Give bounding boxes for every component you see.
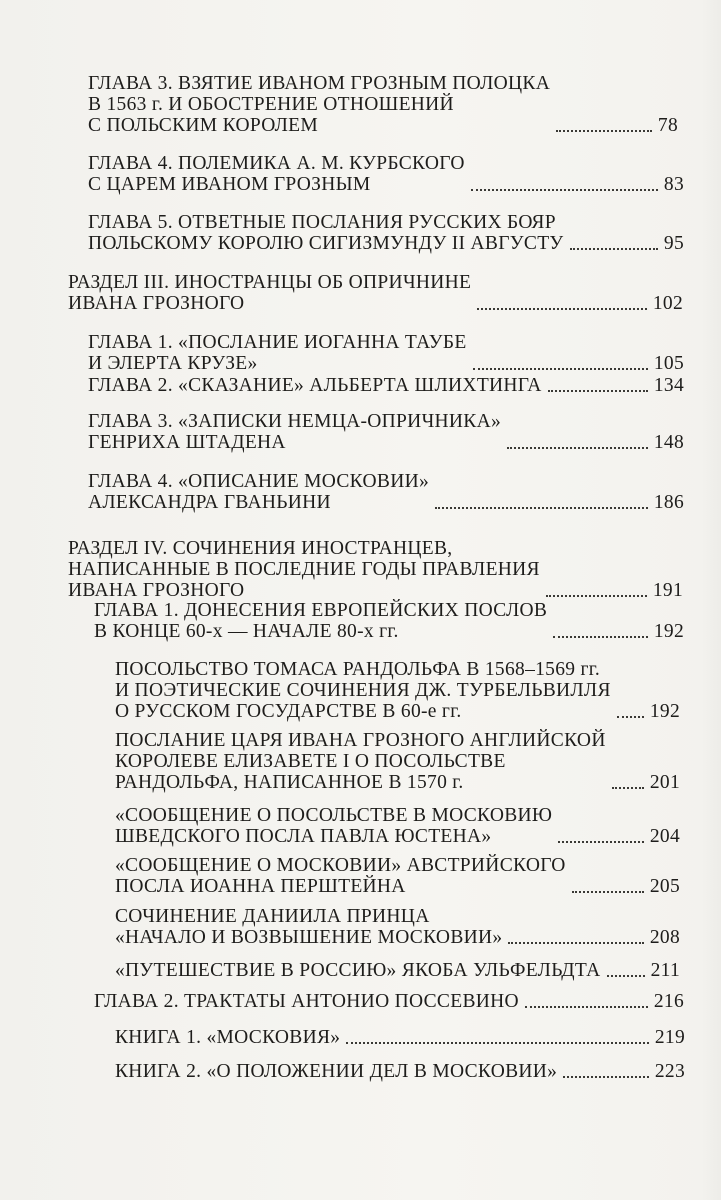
leader-dots <box>508 942 643 944</box>
toc-title-line: ГЛАВА 1. «ПОСЛАНИЕ ИОГАННА ТАУБЕ <box>88 332 467 353</box>
toc-title-line: ШВЕДСКОГО ПОСЛА ПАВЛА ЮСТЕНА» <box>115 826 492 847</box>
toc-page-number: 191 <box>652 580 683 601</box>
leader-dots <box>507 447 648 449</box>
toc-title-line: ИВАНА ГРОЗНОГО <box>68 580 245 601</box>
toc-entry-prinz-work <box>115 906 680 948</box>
toc-title-line: В 1563 г. И ОБОСТРЕНИЕ ОТНОШЕНИЙ <box>88 94 454 115</box>
toc-title-line: «СООБЩЕНИЕ О ПОСОЛЬСТВЕ В МОСКОВИЮ <box>115 805 553 826</box>
leader-dots <box>570 248 658 250</box>
toc-page-number: 211 <box>650 960 680 981</box>
toc-page-number: 192 <box>649 701 680 722</box>
toc-title-line: С ЦАРЕМ ИВАНОМ ГРОЗНЫМ <box>88 174 371 195</box>
toc-title-line: С ПОЛЬСКИМ КОРОЛЕМ <box>88 115 318 136</box>
leader-dots <box>435 507 648 509</box>
page-edge-shadow <box>700 0 721 1200</box>
toc-entry-tsar-letter-elizabeth <box>115 730 680 793</box>
leader-dots <box>346 1042 649 1044</box>
toc-entry-section-4 <box>68 538 683 601</box>
toc-entry-title <box>115 805 552 847</box>
toc-page-number: 219 <box>654 1027 685 1048</box>
toc-title-line: КНИГА 2. «О ПОЛОЖЕНИИ ДЕЛ В МОСКОВИИ» <box>115 1061 558 1082</box>
toc-title-line: ГЛАВА 4. ПОЛЕМИКА А. М. КУРБСКОГО <box>88 153 465 174</box>
toc-entry-ulfeldt-journey <box>115 960 680 981</box>
toc-title-line: РАЗДЕЛ III. ИНОСТРАНЦЫ ОБ ОПРИЧНИНЕ <box>68 272 472 293</box>
toc-title-line: НАПИСАННЫЕ В ПОСЛЕДНИЕ ГОДЫ ПРАВЛЕНИЯ <box>68 559 540 580</box>
toc-entry-title <box>88 375 542 396</box>
toc-title-line: ПОСЛАНИЕ ЦАРЯ ИВАНА ГРОЗНОГО АНГЛИЙСКОЙ <box>115 730 606 751</box>
toc-entry-chapter-5-boyars <box>88 212 684 254</box>
toc-entry-title <box>88 73 550 136</box>
toc-title-line: ГЕНРИХА ШТАДЕНА <box>88 432 286 453</box>
leader-dots <box>546 595 647 597</box>
toc-entry-title <box>88 212 564 254</box>
toc-entry-title <box>115 1061 557 1082</box>
toc-entry-title <box>115 855 566 897</box>
toc-entry-section-3 <box>68 272 683 314</box>
toc-page-number: 102 <box>652 293 683 314</box>
toc-entry-chapter-3-staden <box>88 411 684 453</box>
toc-entry-title <box>88 153 465 195</box>
toc-page-number: 83 <box>663 174 684 195</box>
toc-title-line: ГЛАВА 2. ТРАКТАТЫ АНТОНИО ПОССЕВИНО <box>94 991 519 1012</box>
toc-page-number: 192 <box>653 621 684 642</box>
toc-entry-title <box>115 659 611 722</box>
toc-title-line: В КОНЦЕ 60-х — НАЧАЛЕ 80-х гг. <box>94 621 399 642</box>
toc-entry-title <box>115 960 601 981</box>
toc-entry-title <box>115 906 502 948</box>
toc-title-line: И ЭЛЕРТА КРУЗЕ» <box>88 353 258 374</box>
toc-title-line: ГЛАВА 2. «СКАЗАНИЕ» АЛЬБЕРТА ШЛИХТИНГА <box>88 375 542 396</box>
toc-entry-chapter-2-schlichting <box>88 375 684 396</box>
leader-dots <box>556 130 652 132</box>
toc-entry-chapter-1-envoys <box>94 600 684 642</box>
toc-entry-book-2 <box>115 1061 685 1082</box>
toc-page-number: 205 <box>649 876 680 897</box>
leader-dots <box>558 841 644 843</box>
toc-entry-perstein-report <box>115 855 680 897</box>
toc-entry-justen-report <box>115 805 680 847</box>
toc-title-line: «ПУТЕШЕСТВИЕ В РОССИЮ» ЯКОБА УЛЬФЕЛЬДТА <box>115 960 601 981</box>
toc-title-line: «СООБЩЕНИЕ О МОСКОВИИ» АВСТРИЙСКОГО <box>115 855 566 876</box>
toc-title-line: ГЛАВА 1. ДОНЕСЕНИЯ ЕВРОПЕЙСКИХ ПОСЛОВ <box>94 600 548 621</box>
toc-entry-chapter-2-possevino <box>94 991 684 1012</box>
toc-entry-title <box>88 411 501 453</box>
toc-title-line: КНИГА 1. «МОСКОВИЯ» <box>115 1027 341 1048</box>
toc-entry-title <box>94 991 519 1012</box>
toc-title-line: ГЛАВА 5. ОТВЕТНЫЕ ПОСЛАНИЯ РУССКИХ БОЯР <box>88 212 556 233</box>
toc-title-line: КОРОЛЕВЕ ЕЛИЗАВЕТЕ I О ПОСОЛЬСТВЕ <box>115 751 506 772</box>
toc-entry-chapter-1-taube <box>88 332 684 374</box>
leader-dots <box>612 787 644 789</box>
toc-page-number: 208 <box>649 927 680 948</box>
toc-title-line: ГЛАВА 3. ВЗЯТИЕ ИВАНОМ ГРОЗНЫМ ПОЛОЦКА <box>88 73 551 94</box>
toc-entry-chapter-3-polotsk <box>88 73 678 136</box>
toc-entry-randolph-embassy <box>115 659 680 722</box>
leader-dots <box>473 368 648 370</box>
toc-title-line: О РУССКОМ ГОСУДАРСТВЕ В 60-е гг. <box>115 701 462 722</box>
toc-page-number: 134 <box>653 375 684 396</box>
leader-dots <box>471 189 658 191</box>
toc-page-number: 223 <box>654 1061 685 1082</box>
leader-dots <box>607 975 645 977</box>
toc-page-number: 148 <box>653 432 684 453</box>
toc-entry-title <box>68 538 540 601</box>
toc-page-number: 186 <box>653 492 684 513</box>
leader-dots <box>563 1076 649 1078</box>
toc-entry-title <box>68 272 471 314</box>
leader-dots <box>525 1006 648 1008</box>
leader-dots <box>553 636 648 638</box>
toc-title-line: «НАЧАЛО И ВОЗВЫШЕНИЕ МОСКОВИИ» <box>115 927 503 948</box>
toc-entry-book-1 <box>115 1027 685 1048</box>
toc-entry-title <box>88 332 467 374</box>
toc-entry-chapter-4-kurbsky <box>88 153 684 195</box>
leader-dots <box>477 308 647 310</box>
toc-entry-title <box>94 600 547 642</box>
toc-title-line: РАЗДЕЛ IV. СОЧИНЕНИЯ ИНОСТРАНЦЕВ, <box>68 538 453 559</box>
toc-title-line: ПОСЛА ИОАННА ПЕРШТЕЙНА <box>115 876 406 897</box>
toc-page-number: 216 <box>653 991 684 1012</box>
toc-title-line: ГЛАВА 3. «ЗАПИСКИ НЕМЦА-ОПРИЧНИКА» <box>88 411 502 432</box>
toc-page-number: 105 <box>653 353 684 374</box>
toc-entry-title <box>115 1027 340 1048</box>
toc-entry-title <box>115 730 606 793</box>
toc-title-line: ГЛАВА 4. «ОПИСАНИЕ МОСКОВИИ» <box>88 471 430 492</box>
leader-dots <box>548 390 648 392</box>
toc-title-line: ПОЛЬСКОМУ КОРОЛЮ СИГИЗМУНДУ II АВГУСТУ <box>88 233 564 254</box>
leader-dots <box>617 716 644 718</box>
toc-entry-chapter-4-guagnini <box>88 471 684 513</box>
toc-title-line: РАНДОЛЬФА, НАПИСАННОЕ В 1570 г. <box>115 772 464 793</box>
leader-dots <box>572 891 644 893</box>
toc-title-line: АЛЕКСАНДРА ГВАНЬИНИ <box>88 492 331 513</box>
toc-title-line: И ПОЭТИЧЕСКИЕ СОЧИНЕНИЯ ДЖ. ТУРБЕЛЬВИЛЛЯ <box>115 680 611 701</box>
toc-title-line: СОЧИНЕНИЕ ДАНИИЛА ПРИНЦА <box>115 906 430 927</box>
toc-title-line: ПОСОЛЬСТВО ТОМАСА РАНДОЛЬФА В 1568–1569 гг. <box>115 659 601 680</box>
toc-page-number: 204 <box>649 826 680 847</box>
toc-title-line: ИВАНА ГРОЗНОГО <box>68 293 245 314</box>
toc-page-number: 201 <box>649 772 680 793</box>
toc-entry-title <box>88 471 429 513</box>
toc-page-number: 95 <box>663 233 684 254</box>
toc-page-number: 78 <box>657 115 678 136</box>
